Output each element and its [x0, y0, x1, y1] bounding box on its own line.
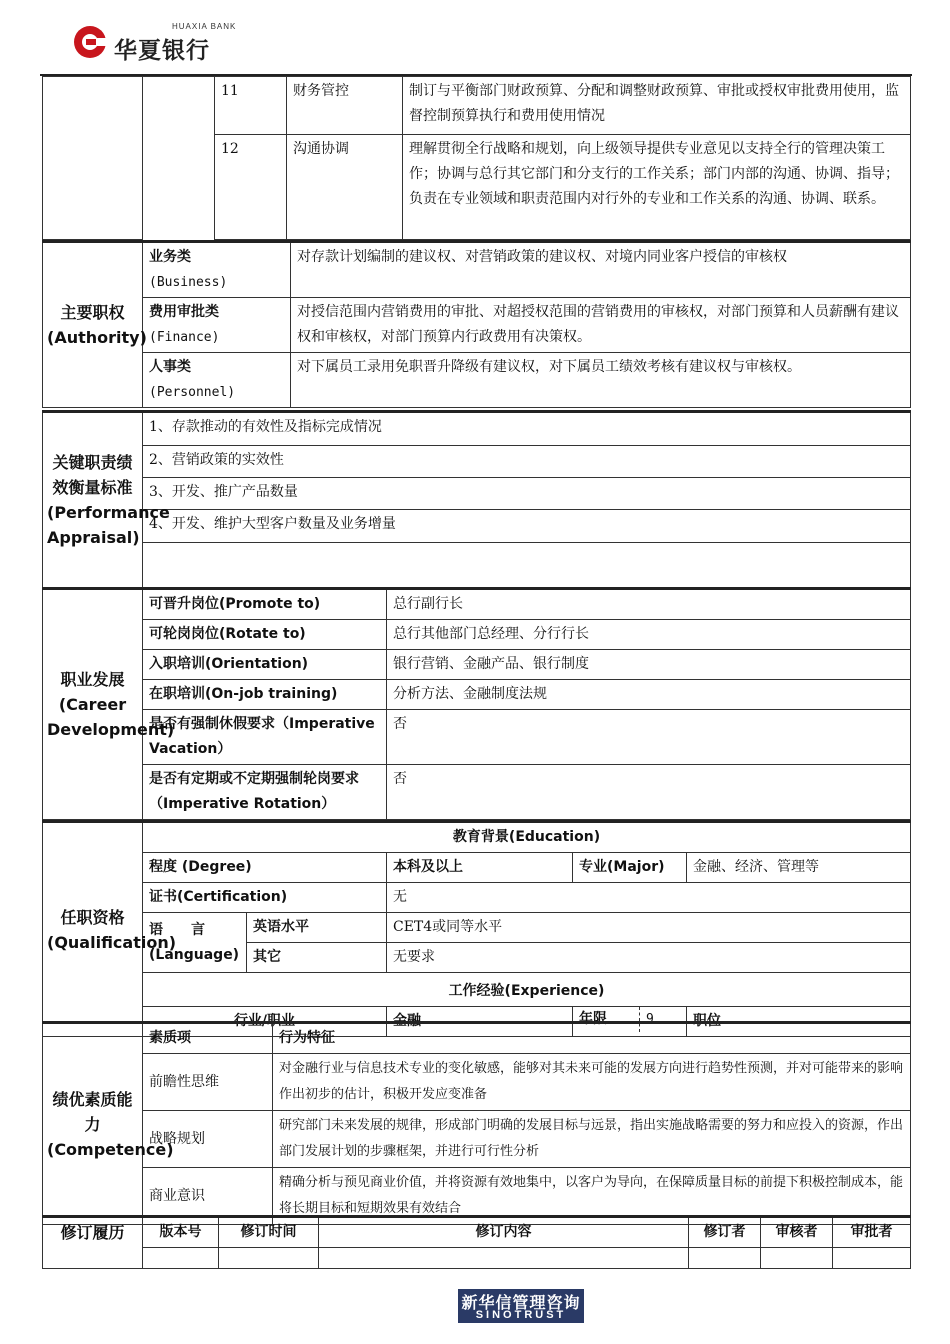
kpi-table: [42, 410, 911, 588]
table-row: [43, 543, 911, 588]
authority-category: 业务类: [149, 249, 191, 265]
table-row: [43, 1248, 911, 1269]
table-row: [43, 620, 911, 650]
bank-name-en: HUAXIA BANK: [172, 22, 237, 31]
career-label: 入职培训(Orientation): [143, 650, 387, 680]
career-table: [42, 587, 911, 820]
sinotrust-logo: [458, 1289, 584, 1323]
career-value: 否: [387, 710, 911, 765]
revision-col-time: 修订时间: [219, 1217, 319, 1248]
duty-desc: 制订与平衡部门财政预算、分配和调整财政预算、审批或授权审批费用使用，监督控制预算执行和费用使用情况: [403, 77, 911, 135]
table-row: [43, 680, 911, 710]
language-label: 语 言(Language): [143, 913, 247, 973]
other-label: 其它: [247, 943, 387, 973]
career-label: 可晋升岗位(Promote to): [143, 589, 387, 620]
authority-title: 主要职权(Authority): [43, 242, 143, 408]
competence-item: 商业意识: [143, 1168, 273, 1225]
kpi-item: 2、营销政策的实效性: [143, 445, 911, 477]
cert-value: 无: [387, 883, 911, 913]
table-row: [43, 1054, 911, 1111]
competence-desc: 研究部门未来发展的规律，形成部门明确的发展目标与远景，指出实施战略需要的努力和应投入的资源，作出部门发展计划的步骤框架，并进行可行性分析: [273, 1111, 911, 1168]
competence-title: 绩优素质能力(Competence): [43, 1023, 143, 1225]
footer-en: SINOTRUST: [475, 1309, 567, 1321]
competence-desc: 精确分析与预见商业价值，并将资源有效地集中，以客户为导向，在保障质量目标的前提下积极控制成本，能将长期目标和短期效果有效结合: [273, 1168, 911, 1225]
career-label: 是否有强制休假要求（Imperative Vacation）: [143, 710, 387, 765]
years-label: 年限: [573, 1007, 640, 1032]
career-label: 可轮岗岗位(Rotate to): [143, 620, 387, 650]
career-label: 在职培训(On-job training): [143, 680, 387, 710]
duty-desc: 理解贯彻全行战略和规划，向上级领导提供专业意见以支持全行的管理决策工作；协调与总行其它部门和分支行的工作关系；部门内部的沟通、协调、指导；负责在专业领域和职责范围内对行外的专业和工作关系的沟通、协调、联系。: [403, 135, 911, 240]
career-value: 总行副行长: [387, 589, 911, 620]
kpi-item: 3、开发、推广产品数量: [143, 478, 911, 510]
table-row: [43, 298, 911, 353]
english-value: CET4或同等水平: [387, 913, 911, 943]
duties-section-cell: [43, 77, 143, 240]
years-value: 9: [646, 1012, 654, 1027]
table-row: [43, 242, 911, 298]
cert-label: 证书(Certification): [143, 883, 387, 913]
other-value: 无要求: [387, 943, 911, 973]
authority-category-en: (Business): [149, 275, 228, 290]
revision-col-version: 版本号: [143, 1217, 219, 1248]
kpi-title: 关键职责绩效衡量标准(Performance Appraisal): [43, 412, 143, 588]
competence-item: 战略规划: [143, 1111, 273, 1168]
english-label: 英语水平: [247, 913, 387, 943]
table-row: [43, 883, 911, 913]
competence-item: 前瞻性思维: [143, 1054, 273, 1111]
authority-category: 费用审批类: [149, 304, 219, 320]
degree-label: 程度 (Degree): [143, 853, 387, 883]
duty-no: 12: [215, 135, 287, 240]
career-label: 是否有定期或不定期强制轮岗要求（Imperative Rotation）: [143, 765, 387, 820]
career-value: 总行其他部门总经理、分行行长: [387, 620, 911, 650]
table-row: [43, 77, 911, 135]
position-label: 职位: [687, 1007, 911, 1037]
industry-label: 行业/职业: [143, 1007, 387, 1037]
career-value: 分析方法、金融制度法规: [387, 680, 911, 710]
bank-name-cn: 华夏银行: [114, 38, 210, 64]
authority-category: 人事类: [149, 359, 191, 375]
duty-name: 沟通协调: [287, 135, 403, 240]
kpi-item: 4、开发、维护大型客户数量及业务增量: [143, 510, 911, 543]
qualification-table: [42, 820, 911, 1037]
revision-table: [42, 1215, 911, 1269]
table-row: [43, 412, 911, 446]
kpi-item: 1、存款推动的有效性及指标完成情况: [143, 412, 911, 446]
table-row: [43, 973, 911, 1007]
revision-col-content: 修订内容: [319, 1217, 689, 1248]
revision-col-reviser: 修订者: [689, 1217, 761, 1248]
authority-desc: 对授信范围内营销费用的审批、对超授权范围的营销费用的审核权，对部门预算和人员薪酬有建议权和审核权，对部门预算内行政费用有决策权。: [291, 298, 911, 353]
table-row: [43, 478, 911, 510]
education-header: 教育背景(Education): [143, 822, 911, 853]
revision-title: 修订履历: [43, 1217, 143, 1269]
table-row: [43, 913, 911, 943]
career-title: 职业发展(Career Development): [43, 589, 143, 820]
experience-header: 工作经验(Experience): [143, 973, 911, 1007]
authority-table: [42, 240, 911, 408]
footer-cn: 新华信管理咨询: [461, 1293, 581, 1312]
competence-head-item: 素质项: [143, 1023, 273, 1054]
competence-desc: 对金融行业与信息技术专业的变化敏感，能够对其未来可能的发展方向进行趋势性预测，并对可能带来的影响作出初步的估计，积极开发应变准备: [273, 1054, 911, 1111]
table-row: [43, 1023, 911, 1054]
table-row: [43, 765, 911, 820]
duties-table: [42, 76, 911, 240]
industry-value-text: 金融: [393, 1013, 421, 1029]
table-row: [43, 589, 911, 620]
duty-name: 财务管控: [287, 77, 403, 135]
table-row: [43, 822, 911, 853]
bank-logo: [72, 20, 242, 62]
major-label: 专业(Major): [573, 853, 687, 883]
authority-desc: 对存款计划编制的建议权、对营销政策的建议权、对境内同业客户授信的审核权: [291, 242, 911, 298]
table-row: [43, 710, 911, 765]
duty-no: 11: [215, 77, 287, 135]
major-value: 金融、经济、管理等: [687, 853, 911, 883]
competence-table: [42, 1021, 911, 1225]
revision-col-approver: 审批者: [833, 1217, 911, 1248]
revision-col-reviewer: 审核者: [761, 1217, 833, 1248]
table-row: [43, 650, 911, 680]
qualification-title: 任职资格(Qualification): [43, 822, 143, 1037]
table-row: [43, 445, 911, 477]
table-row: [43, 353, 911, 408]
authority-category-en: (Personnel): [149, 385, 236, 400]
competence-head-behavior: 行为特征: [273, 1023, 911, 1054]
career-value: 银行营销、金融产品、银行制度: [387, 650, 911, 680]
career-value: 否: [387, 765, 911, 820]
authority-desc: 对下属员工录用免职晋升降级有建议权，对下属员工绩效考核有建议权与审核权。: [291, 353, 911, 408]
authority-category-en: (Finance): [149, 330, 220, 345]
table-row: [43, 1217, 911, 1248]
huaxia-logo-icon: [72, 24, 108, 60]
table-row: [43, 853, 911, 883]
table-row: [43, 510, 911, 543]
degree-value: 本科及以上: [387, 853, 573, 883]
